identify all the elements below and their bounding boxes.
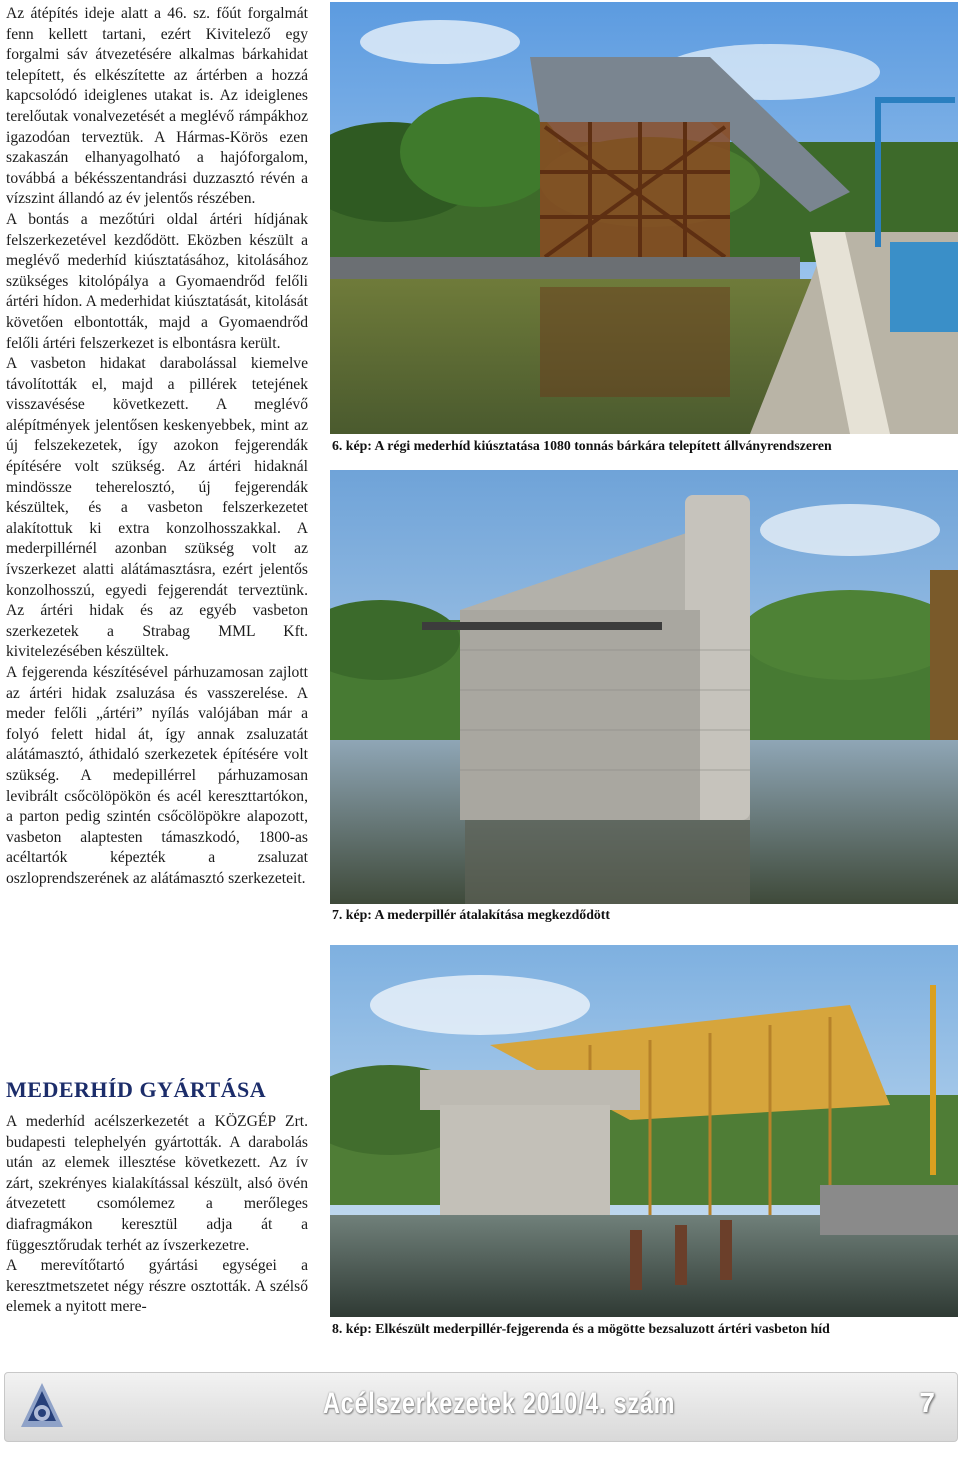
section-heading: MEDERHÍD GYÁRTÁSA xyxy=(6,1077,267,1102)
article-paragraph: Az átépítés ideje alatt a 46. sz. főút forgalmát fenn kellett tartani, ezért Kivitelező egy forgalmi sáv átvezetésére alkalmas bárkahidat telepített, és elkészítette az ártérben a hozzá kapcsolódó ideiglenes utakat is. Az ideiglenes terelőutak vonalvezetését a meglévő rámpákhoz igazodóan terveztük. A Hármas-Körös ezen szakaszán elhanyagolható a hajóforgalom, továbbá a békésszentandrási duzzasztó révén a vízszint állandó az év jelentős részében. xyxy=(6,5,308,208)
photo-6-bridge-barge xyxy=(330,2,958,434)
article-column xyxy=(6,4,308,890)
figure-caption: 7. kép: A mederpillér átalakítása megkezdődött xyxy=(332,907,610,922)
page-number: 7 xyxy=(919,1387,935,1418)
figure-caption: 8. kép: Elkészült mederpillér-fejgerenda és a mögötte bezsaluzott ártéri vasbeton híd xyxy=(332,1321,830,1336)
photo-7-pier xyxy=(330,470,958,904)
section-paragraph: A merevítőtartó gyártási egységei a keresztmetszetet négy részre osztották. A szélső elemek a nyitott mere- xyxy=(6,1257,308,1316)
section-paragraph: A mederhíd acélszerkezetét a KÖZGÉP Zrt. budapesti telephelyén gyártották. A darabolás után az elemek illesztése következett. Az ív zárt, szekrényes kialakítással készült, alsó övén átvezetett csomólemez a merőleges diafragmákon keresztül adja át a függesztőrudak terhét az ívszerkezetre. xyxy=(6,1113,308,1254)
section-column xyxy=(6,1112,308,1318)
article-paragraph: A bontás a mezőtúri oldal ártéri hídjának felszerkezetével kezdődött. Eközben készült a meglévő mederhíd kiúsztatásához, kitolásához szükséges kitolópálya a Gyomaendrőd felőli ártéri hídon. A mederhidat kiúsztatását, kitolását követően elbontották, majd a Gyomaendrőd felőli ártéri felszerkezet is elbontásra került. xyxy=(6,210,308,352)
page-footer xyxy=(4,1372,958,1442)
article-paragraph: A vasbeton hidakat darabolással kiemelve távolították el, majd a pillérek tetejének visszavésése következett. A meglévő alépítmények jelentősen keskenyebbek, mint az új felszekezetek, így azokon fejgerendák építésére volt szükség. Az ártéri hidaknál mindössze teherelosztó, új fejgerendák készültek, és a vasbeton felszerkezetet alakítottuk ki extra konzolhosszakkal. A mederpillérnél azonban szükség volt az ívszerkezet alatti alátámasztásra, ezért jelentős konzolhosszú, egyedi fejgerendát terveztünk. Az ártéri hidak és az egyéb vasbeton szerkezetek a Strabag MML Kft. kivitelezésében készültek. xyxy=(6,355,308,661)
article-paragraph: A fejgerenda készítésével párhuzamosan zajlott az ártéri hidak zsaluzása és vasszerelése. A meder felőli „ártéri” nyílás valójában már a folyó felett hidal át, így annak zsaluzatát alátámasztó, áthidaló szerkezetek építésére volt szükség. A medepillérrel párhuzamosan levibrált csőcölöpökön és acél kereszttartókon, a parton pedig szintén csőcölöpökre alapozott, vasbeton alaptesten támaszkodó, 1800-as acéltartók képezték a zsaluzat oszloprendszerének az alátámasztó szerkezeteit. xyxy=(6,664,308,887)
figure-caption: 6. kép: A régi mederhíd kiúsztatása 1080 tonnás bárkára telepített állványrendszeren xyxy=(332,438,832,453)
publisher-logo-icon xyxy=(19,1381,65,1431)
publication-title: Acélszerkezetek 2010/4. szám xyxy=(323,1387,676,1420)
photo-8-pier-crossbeam xyxy=(330,945,958,1317)
